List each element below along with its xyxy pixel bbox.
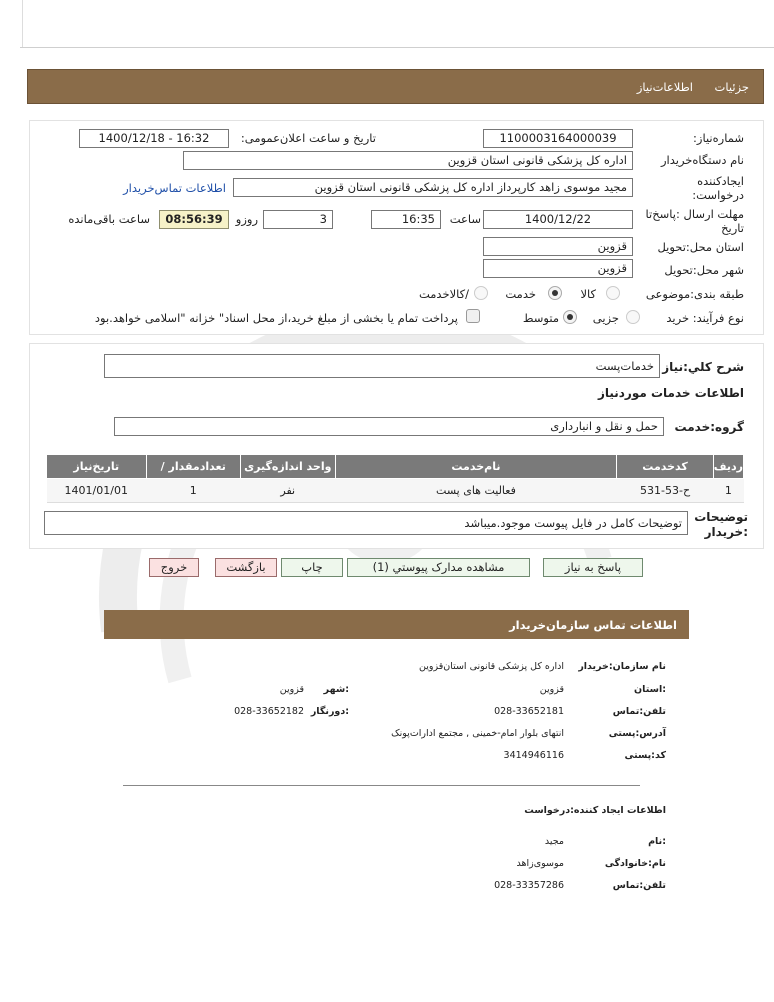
buyer-notes-label: توضیحات bbox=[694, 510, 748, 524]
buyer-notes-field: توضیحات کامل در فایل پیوست موجود.میباشد bbox=[44, 511, 688, 535]
province-label: استان محل:تحویل bbox=[657, 240, 744, 254]
need-number-field: 1100003164000039 bbox=[483, 129, 633, 148]
time-label: ساعت bbox=[449, 212, 481, 226]
buyer-org-label: نام دستگاه‌خریدار bbox=[660, 153, 744, 167]
process-medium-radio[interactable] bbox=[563, 310, 577, 324]
contact-address-label: آدرس:پستی bbox=[608, 728, 666, 739]
contact-address-value: انتهای بلوار امام-خمینی , مجتمع ادارات‌پونک bbox=[391, 728, 564, 739]
col-quantity: / تعدادمقدار bbox=[146, 455, 241, 479]
top-tab-bar bbox=[27, 69, 764, 104]
deadline-label: مهلت ارسال :پاسخ‌تا bbox=[645, 207, 744, 221]
service-group-label: گروه:خدمت bbox=[674, 420, 744, 434]
col-service-name: نام‌خدمت bbox=[335, 455, 617, 479]
contact-header bbox=[104, 610, 689, 639]
contact-fax-value: 028-33652182 bbox=[234, 706, 304, 717]
category-goods-service-label: /کالاخدمت bbox=[418, 287, 469, 301]
province-field: قزوین bbox=[483, 237, 633, 256]
city-field: قزوین bbox=[483, 259, 633, 278]
cell-service-code: ح-53-531 bbox=[617, 479, 713, 503]
payment-text: پرداخت تمام یا بخشی از مبلغ خرید،از محل اسناد" خزانه "اسلامی خواهد.بود bbox=[94, 311, 458, 325]
creator-phone-value: 028-33357286 bbox=[494, 880, 564, 891]
creator-label-2: درخواست: bbox=[692, 188, 744, 202]
col-service-code: کدخدمت bbox=[617, 455, 713, 479]
days-label: روزو bbox=[235, 212, 258, 226]
contact-title: اطلاعات تماس سازمان‌خریدار bbox=[509, 618, 677, 632]
process-label: نوع فرآیند: خرید bbox=[666, 311, 744, 325]
category-service-radio[interactable] bbox=[548, 286, 562, 300]
cell-row: 1 bbox=[713, 479, 743, 503]
need-number-label: شماره‌نیاز: bbox=[693, 131, 744, 145]
reply-button[interactable]: پاسخ به نیاز bbox=[543, 558, 643, 577]
deadline-label-2: تاریخ bbox=[721, 221, 744, 235]
process-minor-label: جزیی bbox=[592, 311, 619, 325]
need-description-field: خدمات‌پست bbox=[104, 354, 660, 378]
creator-family-label: نام:خانوادگی bbox=[604, 858, 666, 869]
buyer-org-field: اداره کل پزشکی قانونی استان قزوین bbox=[183, 151, 633, 170]
creator-label: ایجادکننده bbox=[697, 174, 744, 188]
category-service-label: خدمت bbox=[505, 287, 536, 301]
services-table bbox=[46, 454, 744, 503]
contact-postal-label: کد:پستی bbox=[624, 750, 666, 761]
category-goods-label: کالا bbox=[580, 287, 596, 301]
col-row: ردیف bbox=[713, 455, 743, 479]
buyer-contact-link[interactable]: اطلاعات تماس‌خریدار bbox=[123, 181, 226, 195]
creator-name-value: مجید bbox=[544, 836, 564, 847]
table-header-row bbox=[47, 455, 744, 479]
creator-family-value: موسوی‌زاهد bbox=[516, 858, 564, 869]
contact-city-value: قزوین bbox=[279, 684, 304, 695]
org-name-label: نام سازمان:خریدار bbox=[578, 661, 666, 672]
category-goods-radio[interactable] bbox=[606, 286, 620, 300]
services-title: اطلاعات خدمات موردنیاز bbox=[597, 386, 744, 400]
city-label: شهر محل:تحویل bbox=[664, 263, 744, 277]
contact-phone-label: تلفن:تماس bbox=[612, 706, 666, 717]
tab-need-info[interactable]: اطلاعات‌نیاز bbox=[636, 80, 693, 94]
section-divider bbox=[123, 785, 640, 786]
cell-need-date: 1401/01/01 bbox=[47, 479, 147, 503]
print-button[interactable]: چاپ bbox=[281, 558, 343, 577]
col-unit: واحد اندازه‌گیری bbox=[241, 455, 336, 479]
creator-info-title: اطلاعات ایجاد کننده:درخواست bbox=[524, 805, 666, 816]
col-need-date: تاریخ‌نیاز bbox=[47, 455, 147, 479]
announce-label: تاریخ و ساعت اعلان‌عمومی: bbox=[240, 131, 376, 145]
buyer-notes-label-2: :خریدار bbox=[704, 525, 748, 539]
deadline-date-field: 1400/12/22 bbox=[483, 210, 633, 229]
contact-phone-value: 028-33652181 bbox=[494, 706, 564, 717]
remaining-label: ساعت باقی‌مانده bbox=[68, 212, 150, 226]
cell-service-name: فعالیت های پست bbox=[335, 479, 617, 503]
tab-details[interactable]: جزئیات bbox=[714, 80, 749, 94]
table-row bbox=[47, 479, 744, 503]
process-minor-radio[interactable] bbox=[626, 310, 640, 324]
creator-phone-label: تلفن:تماس bbox=[612, 880, 666, 891]
payment-checkbox[interactable] bbox=[466, 309, 480, 323]
exit-button[interactable]: خروج bbox=[149, 558, 199, 577]
cell-quantity: 1 bbox=[146, 479, 241, 503]
need-description-label: شرح کلي:نیاز bbox=[662, 360, 744, 374]
back-button[interactable]: بازگشت bbox=[215, 558, 277, 577]
service-group-field: حمل و نقل و انبارداری bbox=[114, 417, 664, 436]
contact-province-label: :استان bbox=[634, 684, 666, 695]
process-medium-label: متوسط bbox=[522, 311, 559, 325]
contact-province-value: قزوین bbox=[539, 684, 564, 695]
contact-postal-value: 3414946116 bbox=[503, 750, 564, 761]
announce-field: 1400/12/18 - 16:32 bbox=[79, 129, 229, 148]
cell-unit: نفر bbox=[241, 479, 336, 503]
view-attachments-button[interactable]: مشاهده مدارک پیوستي (1) bbox=[347, 558, 530, 577]
creator-field: مجید موسوی زاهد کارپرداز اداره کل پزشکی قانونی استان قزوین bbox=[233, 178, 633, 197]
org-name-value: اداره کل پزشکی قانونی استان‌قزوین bbox=[418, 661, 564, 672]
category-goods-service-radio[interactable] bbox=[474, 286, 488, 300]
category-label: طبقه بندی:موضوعی bbox=[645, 287, 744, 301]
creator-name-label: :نام bbox=[648, 836, 666, 847]
contact-fax-label: :دورنگار bbox=[310, 706, 349, 717]
days-field: 3 bbox=[263, 210, 333, 229]
deadline-time-field: 16:35 bbox=[371, 210, 441, 229]
contact-city-label: :شهر bbox=[323, 684, 349, 695]
remaining-timer: 08:56:39 bbox=[159, 210, 229, 229]
